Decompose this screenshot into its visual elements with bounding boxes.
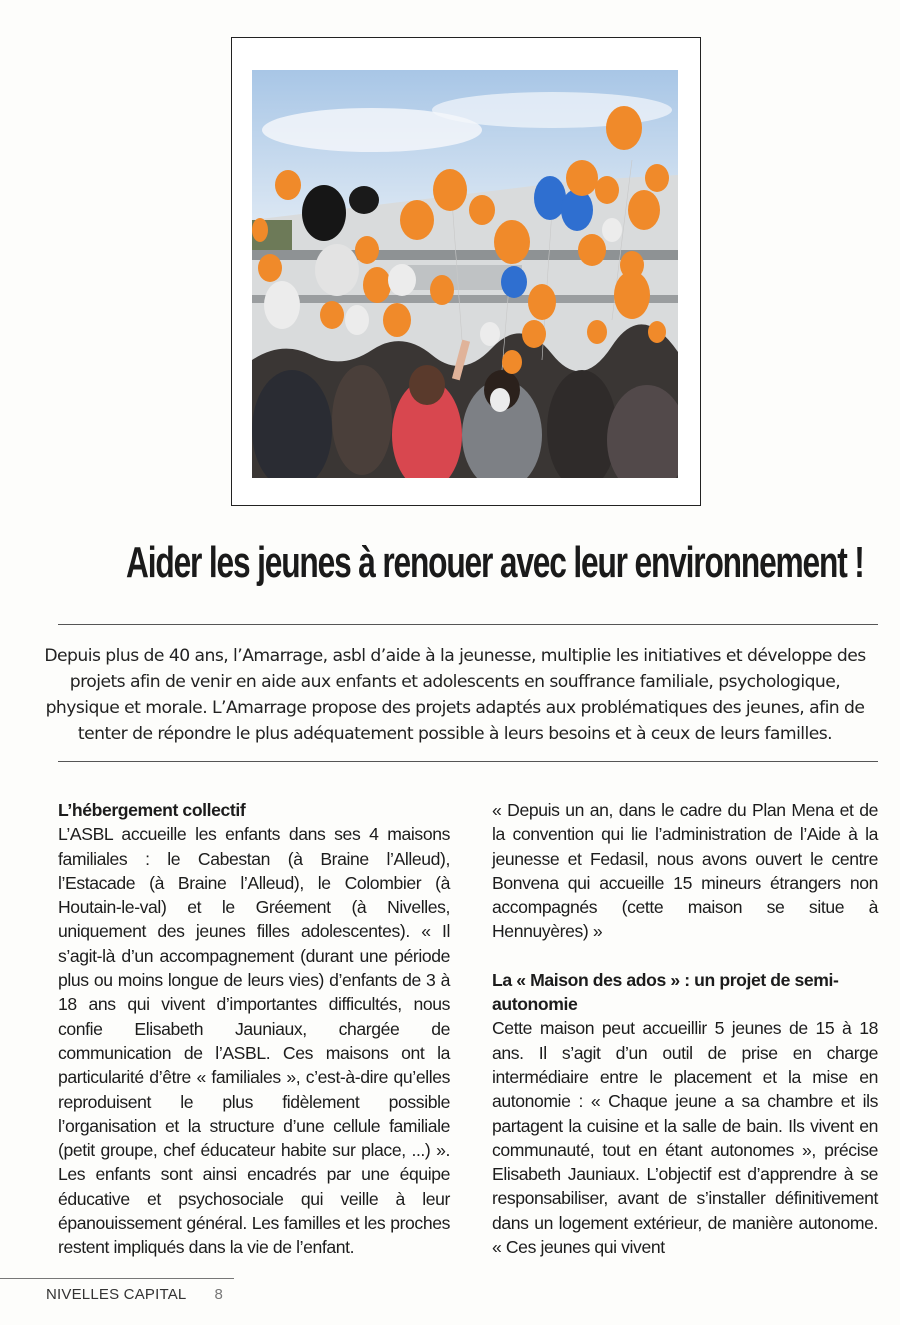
intro-paragraph: Depuis plus de 40 ans, l’Amarrage, asbl d’aide à la jeunesse, multiplie les initiatives et développe des projets afin de venir en aide aux enfants et adolescents en souffrance familiale, psychologique, physique et morale. L’Amarrage propose des projets adaptés aux problématiques des jeunes, afin de tenter de répondre le plus adéquatement possible à leurs besoins et à ceux de leurs familles. xyxy=(44,646,866,744)
right-column xyxy=(492,798,878,1259)
paragraph-gap xyxy=(492,944,878,968)
right-column-body: Cette maison peut accueillir 5 jeunes de 15 à 18 ans. Il s’agit d’un outil de prise en charge intermédiaire entre le placement et la mise en autonomie : « Chaque jeune a sa chambre et ils partagent la cuisine et la salle de bain. Ils vivent en communauté, tout en étant autonomes », précise Elisabeth Jauniaux. L’objectif est d’apprendre à se responsabiliser, avant de s’installer définitivement dans un logement extérieur, de manière autonome. « Ces jeunes qui vivent xyxy=(492,1018,878,1258)
publication-name: NIVELLES CAPITAL xyxy=(46,1286,187,1303)
section-heading-hebergement: L’hébergement collectif xyxy=(58,800,246,820)
left-column xyxy=(58,798,450,1260)
footer-rule xyxy=(0,1278,234,1279)
headline: Aider les jeunes à renouer avec leur environnement ! xyxy=(126,538,864,587)
section-heading-maison-des-ados: La « Maison des ados » : un projet de semi-autonomie xyxy=(492,969,839,1015)
right-column-quote: « Depuis un an, dans le cadre du Plan Mena et de la convention qui lie l’administration de l’Aide à la jeunesse et Fedasil, nous avons ouvert le centre Bonvena qui accueille 15 mineurs étrangers non accompagnés (cette maison se situe à Hennuyères) » xyxy=(492,800,878,942)
balloon-release-photo xyxy=(252,70,678,478)
divider-bottom xyxy=(58,761,878,762)
left-column-body: L’ASBL accueille les enfants dans ses 4 maisons familiales : le Cabestan (à Braine l’Alleud), l’Estacade (à Braine l’Alleud), le Colombier (à Houtain-le-val) et le Gréement (à Nivelles, uniquement des jeunes filles adolescentes). « Il s’agit-là d’un accompagnement (durant une période plus ou moins longue de leurs vies) d’enfants de 3 à 18 ans qui vivent d’importantes difficultés, nous confie Elisabeth Jauniaux, chargée de communication de l’ASBL. Ces maisons ont la particularité d’être « familiales », c’est-à-dire qu’elles reproduisent le plus fidèlement possible l’organisation et la structure d’une cellule familiale (petit groupe, chef éducateur habite sur place, ...) ». Les enfants sont ainsi encadrés par une équipe éducative et psychosociale qui veille à leur épanouissement général. Les familles et les proches restent impliqués dans la vie de l’enfant. xyxy=(58,824,450,1258)
footer xyxy=(46,1286,223,1303)
divider-top xyxy=(58,624,878,625)
page-number: 8 xyxy=(214,1286,224,1303)
photo-frame xyxy=(231,37,701,506)
balloon-photo-illustration xyxy=(252,70,678,478)
